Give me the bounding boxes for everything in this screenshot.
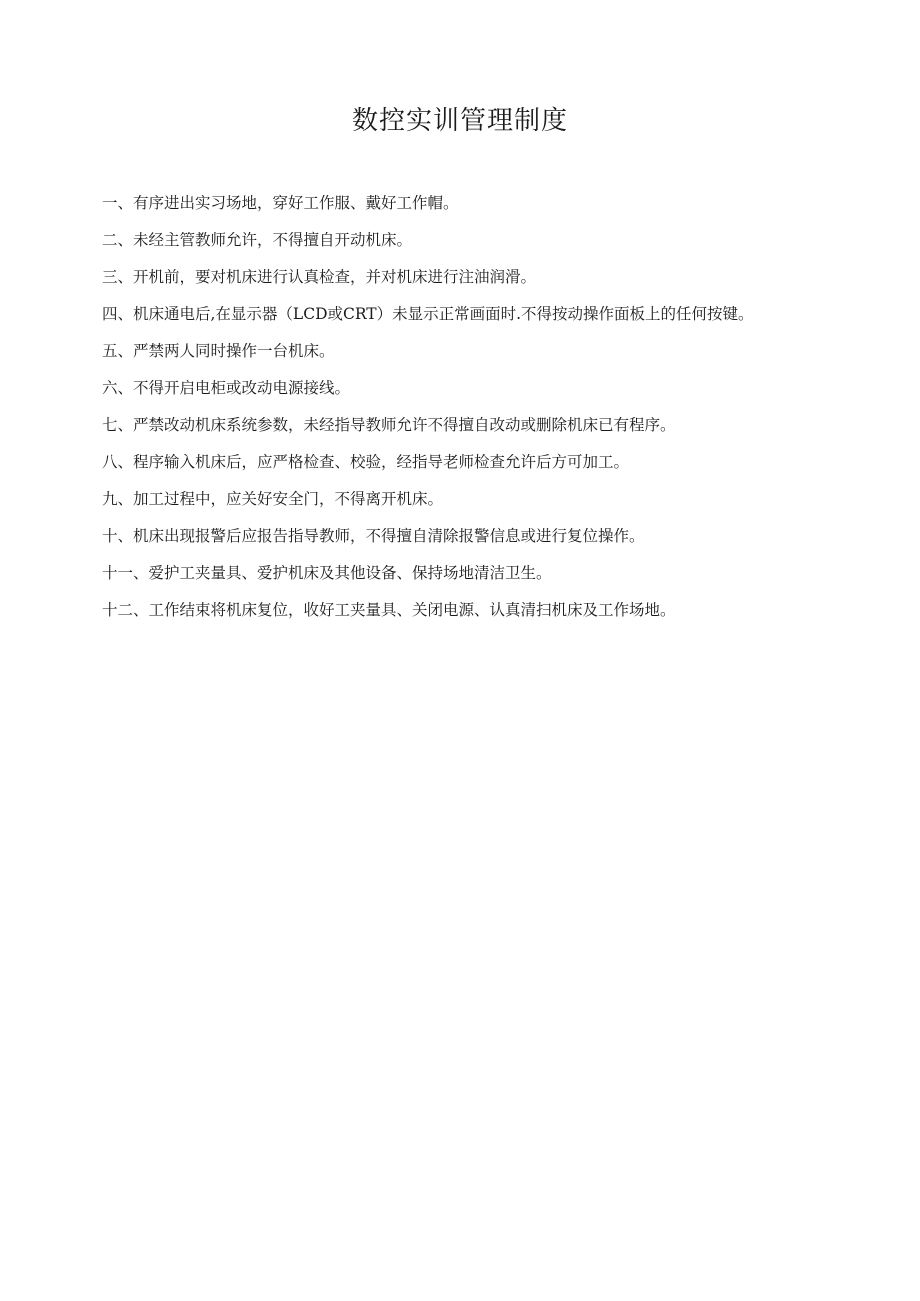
rule-item: 八、程序输入机床后，应严格检查、校验，经指导老师检查允许后方可加工。 bbox=[102, 453, 630, 471]
rule-item: 四、机床通电后,在显示器（LCD或CRT）未显示正常画面时.不得按动操作面板上的任何按键。 bbox=[102, 305, 754, 323]
rule-item: 五、严禁两人同时操作一台机床。 bbox=[102, 342, 335, 360]
rules-list bbox=[102, 186, 832, 630]
rule-item: 九、加工过程中，应关好安全门，不得离开机床。 bbox=[102, 490, 444, 508]
rule-item: 十、机床出现报警后应报告指导教师，不得擅自清除报警信息或进行复位操作。 bbox=[102, 527, 645, 545]
rule-item: 七、严禁改动机床系统参数，未经指导教师允许不得擅自改动或删除机床已有程序。 bbox=[102, 416, 676, 434]
page-title: 数控实训管理制度 bbox=[351, 106, 568, 136]
rule-item: 三、开机前，要对机床进行认真检查，并对机床进行注油润滑。 bbox=[102, 268, 537, 286]
rule-item: 一、有序进出实习场地，穿好工作服、戴好工作帽。 bbox=[102, 194, 459, 212]
rule-item: 十二、工作结束将机床复位，收好工夹量具、关闭电源、认真清扫机床及工作场地。 bbox=[102, 601, 676, 619]
rule-item: 六、不得开启电柜或改动电源接线。 bbox=[102, 379, 351, 397]
rule-item: 二、未经主管教师允许，不得擅自开动机床。 bbox=[102, 231, 413, 249]
rule-item: 十一、爱护工夹量具、爱护机床及其他设备、保持场地清洁卫生。 bbox=[102, 564, 552, 582]
